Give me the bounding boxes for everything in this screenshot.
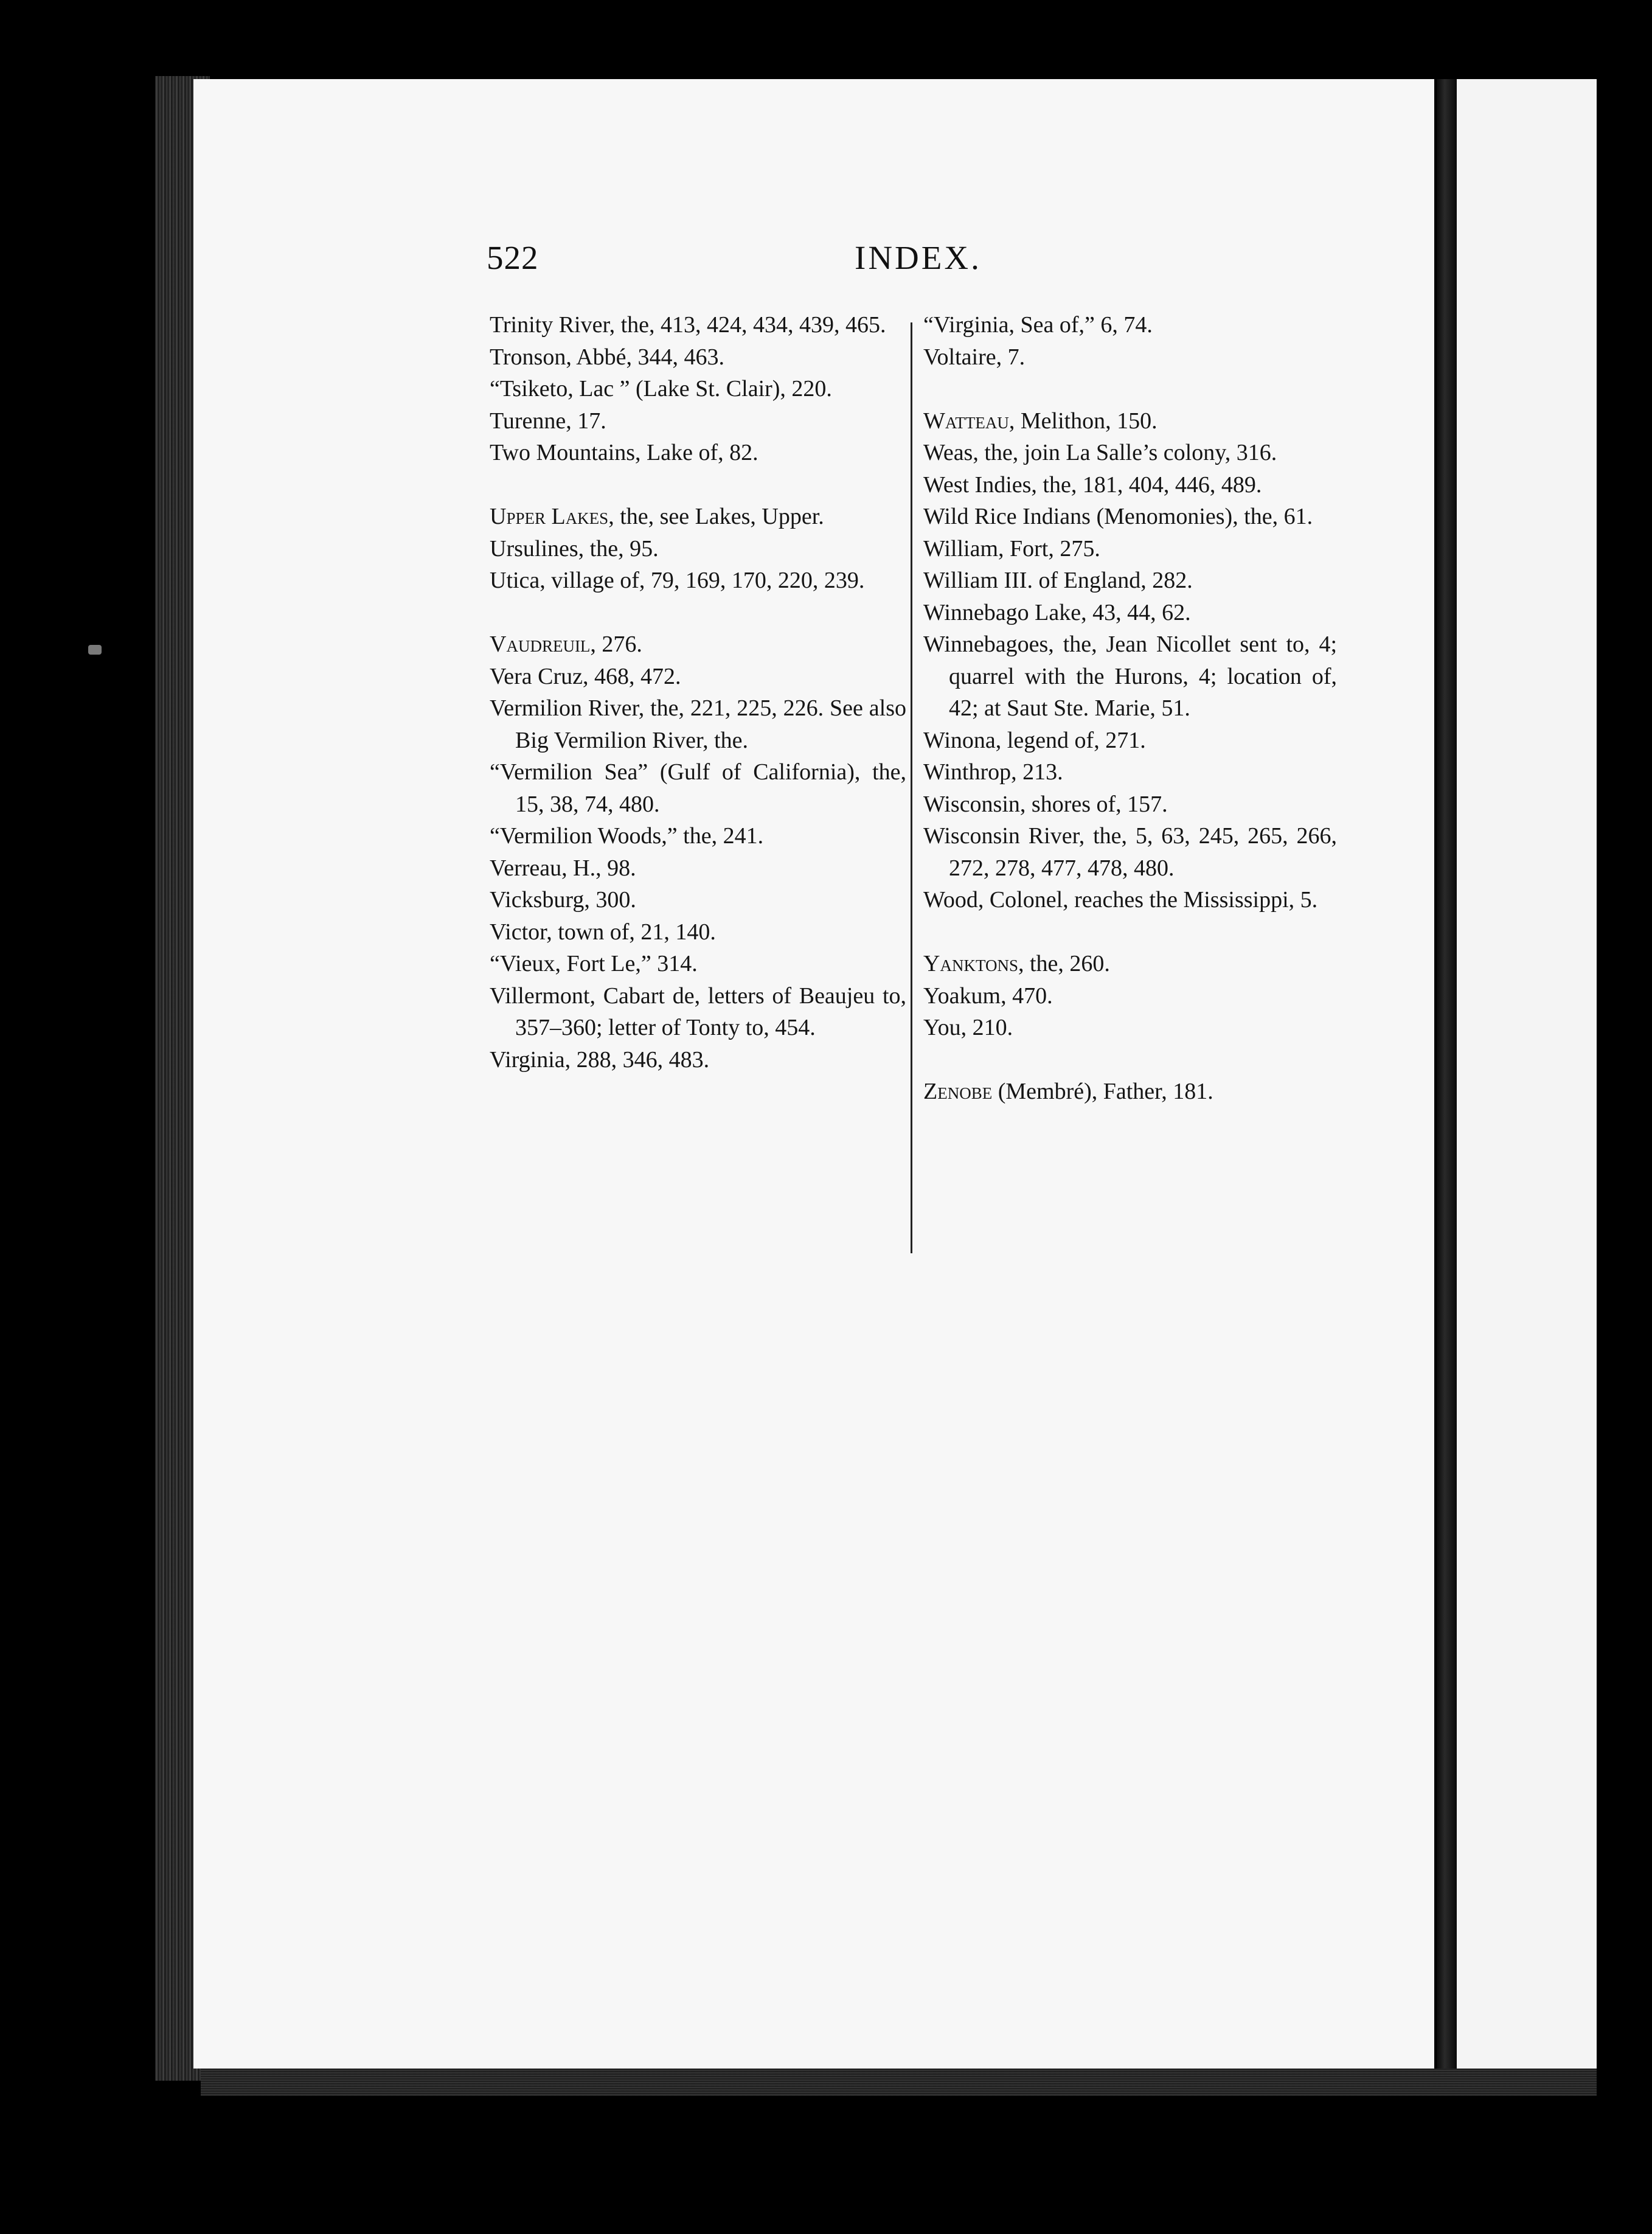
index-entry <box>923 820 1337 884</box>
index-entry-lead: Upper Lakes <box>490 504 609 529</box>
page-gutter <box>1437 79 1457 2069</box>
letter-group-gap <box>923 1044 1337 1076</box>
index-entry-text: Verreau, H., 98. <box>490 855 636 881</box>
letter-group-gap <box>490 597 906 629</box>
index-column-left <box>490 309 906 1076</box>
index-entry-text: “Virginia, Sea of,” 6, 74. <box>923 312 1153 338</box>
index-entry-text: William, Fort, 275. <box>923 535 1100 562</box>
index-entry-text: Victor, town of, 21, 140. <box>490 919 716 945</box>
index-entry <box>923 948 1337 980</box>
index-entry <box>490 628 906 661</box>
running-head: INDEX. <box>855 239 982 276</box>
index-entry-text: Wisconsin River, the, 5, 63, 245, 265, 266, 272, 278, 477, 478, 480. <box>923 823 1337 881</box>
index-entry-text: Tronson, Abbé, 344, 463. <box>490 344 725 370</box>
index-entry-lead: Yanktons <box>923 951 1018 976</box>
index-entry-text: “Tsiketo, Lac ” (Lake St. Clair), 220. <box>490 376 832 402</box>
index-entry-text: Wild Rice Indians (Menomonies), the, 61. <box>923 504 1313 529</box>
letter-group-gap <box>923 373 1337 405</box>
index-entry-text: Winona, legend of, 271. <box>923 727 1146 753</box>
index-entry <box>923 405 1337 437</box>
index-entry-text: Weas, the, join La Salle’s colony, 316. <box>923 440 1277 465</box>
index-entry <box>923 756 1337 788</box>
index-entry-text: You, 210. <box>923 1015 1013 1040</box>
index-entry <box>490 980 906 1044</box>
page-number: 522 <box>487 239 539 276</box>
index-entry-text: Ursulines, the, 95. <box>490 535 659 562</box>
index-entry <box>490 341 906 374</box>
index-entry <box>490 405 906 437</box>
index-entry-text: Two Mountains, Lake of, 82. <box>490 440 758 465</box>
index-entry-text: Trinity River, the, 413, 424, 434, 439, 465. <box>490 312 886 338</box>
index-entry-text: Turenne, 17. <box>490 408 606 434</box>
facing-page <box>1457 79 1597 2069</box>
index-entry <box>490 948 906 980</box>
index-entry-text: (Membré), Father, 181. <box>992 1079 1213 1104</box>
index-entry-text: , the, see Lakes, Upper. <box>608 504 824 529</box>
index-entry <box>923 309 1337 341</box>
index-entry <box>490 884 906 916</box>
index-entry <box>490 852 906 885</box>
scan-artifact <box>88 645 102 655</box>
index-entry <box>923 597 1337 629</box>
index-entry-text: Winnebagoes, the, Jean Nicollet sent to, 4; quarrel with the Hurons, 4; location of, 42; at Saut Ste. Marie, 51. <box>923 632 1337 721</box>
index-entry-text: Virginia, 288, 346, 483. <box>490 1046 710 1073</box>
index-entry <box>490 373 906 405</box>
index-entry <box>490 565 906 597</box>
index-entry-text: , the, 260. <box>1018 951 1110 976</box>
index-entry <box>923 1012 1337 1044</box>
index-entry <box>490 661 906 693</box>
index-entry <box>923 725 1337 757</box>
index-entry-text: , Melithon, 150. <box>1008 408 1157 434</box>
letter-group-gap <box>490 469 906 501</box>
index-entry-text: Yoakum, 470. <box>923 983 1053 1009</box>
index-entry-text: , 276. <box>590 632 642 657</box>
index-entry <box>923 565 1337 597</box>
index-entry <box>923 469 1337 501</box>
index-entry-text: Winnebago Lake, 43, 44, 62. <box>923 599 1191 625</box>
index-entry <box>490 309 906 341</box>
index-entry <box>923 884 1337 916</box>
index-entry-text: Utica, village of, 79, 169, 170, 220, 239. <box>490 568 865 593</box>
index-entry <box>490 916 906 948</box>
index-entry-text: Wisconsin, shores of, 157. <box>923 791 1168 817</box>
index-entry <box>490 437 906 469</box>
index-entry <box>923 1076 1337 1108</box>
index-entry <box>923 980 1337 1012</box>
index-entry-lead: Watteau <box>923 408 1009 434</box>
letter-group-gap <box>923 916 1337 948</box>
index-entry-lead: Vaudreuil <box>490 632 591 657</box>
index-entry <box>490 692 906 756</box>
index-entry-text: Wood, Colonel, reaches the Mississippi, 5. <box>923 887 1318 913</box>
index-entry <box>923 533 1337 565</box>
index-entry <box>490 533 906 565</box>
index-entry-text: William III. of England, 282. <box>923 568 1193 593</box>
index-entry-lead: Zenobe <box>923 1079 993 1104</box>
index-entry <box>490 1044 906 1076</box>
index-entry-text: “Vieux, Fort Le,” 314. <box>490 951 698 976</box>
index-entry-text: Vicksburg, 300. <box>490 887 636 913</box>
index-entry <box>923 437 1337 469</box>
page-header <box>487 238 1150 281</box>
index-entry-text: Vermilion River, the, 221, 225, 226. See also Big Vermilion River, the. <box>490 695 906 753</box>
index-entry <box>923 788 1337 821</box>
index-entry <box>923 341 1337 374</box>
index-entry-text: Winthrop, 213. <box>923 759 1063 785</box>
index-entry <box>923 501 1337 533</box>
index-entry-text: Vera Cruz, 468, 472. <box>490 663 681 689</box>
index-entry <box>923 628 1337 725</box>
index-entry-text: Villermont, Cabart de, letters of Beaujeu to, 357–360; letter of Tonty to, 454. <box>490 983 906 1040</box>
index-entry <box>490 820 906 852</box>
index-column-right <box>923 309 1337 1108</box>
index-entry <box>490 756 906 820</box>
column-rule <box>911 322 912 1253</box>
index-entry-text: “Vermilion Sea” (Gulf of California), the, 15, 38, 74, 480. <box>490 759 906 817</box>
index-entry-text: West Indies, the, 181, 404, 446, 489. <box>923 472 1262 498</box>
index-entry-text: “Vermilion Woods,” the, 241. <box>490 823 764 849</box>
index-entry <box>490 501 906 533</box>
book-bottom-edge <box>201 2069 1597 2096</box>
index-entry-text: Voltaire, 7. <box>923 344 1026 370</box>
